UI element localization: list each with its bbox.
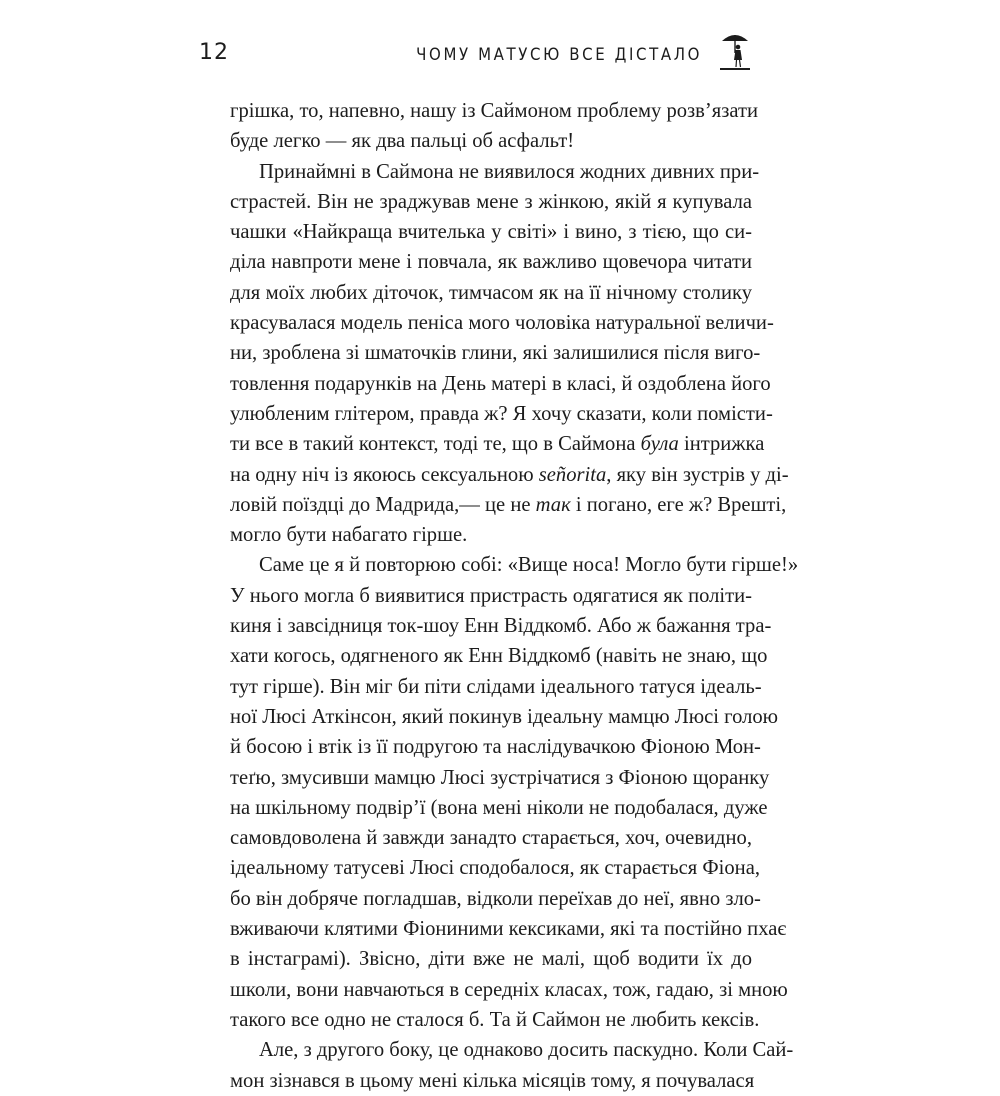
text-line: для моїх любих діточок, тимчасом як на її нічному столику — [230, 281, 752, 304]
text-line: тут гірше). Він міг би піти слідами ідеального татуся ідеаль- — [230, 675, 762, 698]
text-line: теґю, змусивши мамцю Люсі зустрічатися з Фіоною щоранку — [230, 766, 770, 789]
text-line: на шкільному подвір’ї (вона мені ніколи не подобалася, дуже — [230, 796, 768, 819]
text-line: Але, з другого боку, це однаково досить паскудно. Коли Сай- — [259, 1039, 794, 1062]
woman-with-umbrella-icon — [718, 30, 752, 72]
text-line: ідеальному татусеві Люсі сподобалося, як старається Фіона, — [230, 857, 760, 880]
body-text — [230, 96, 799, 1096]
text-line: вживаючи клятими Фіониними кексиками, які та постійно пхає — [230, 918, 787, 941]
text-line: могло бути набагато гірше. — [230, 524, 468, 547]
text-line: такого все одно не сталося б. Та й Саймон не любить кексів. — [230, 1008, 760, 1031]
text-line: хати когось, одягненого як Енн Віддкомб (навіть не знаю, що — [230, 645, 768, 668]
text-line: У нього могла б виявитися пристрасть одягатися як політи- — [230, 584, 752, 607]
text-line: й босою і втік із її подругою та наслідувачкою Фіоною Мон- — [230, 736, 761, 759]
italic-emphasis: так — [535, 493, 571, 516]
text-line: мон зізнався в цьому мені кілька місяців тому, я почувалася — [230, 1069, 755, 1092]
text-line: Принаймні в Саймона не виявилося жодних дивних при- — [259, 160, 760, 183]
text-line: ти все в такий контекст, тоді те, що в Саймона була інтрижка — [230, 433, 765, 456]
text-line: чашки «Найкраща вчителька у світі» і вино, з тією, що си- — [230, 221, 752, 244]
text-line: улюбленим глітером, правда ж? Я хочу сказати, коли помісти- — [230, 402, 773, 425]
text-line: ни, зроблена зі шматочків глини, які залишилися після виго- — [230, 342, 761, 365]
text-line: Саме це я й повторюю собі: «Вище носа! Могло бути гірше!» — [259, 554, 799, 577]
text-line: бо він добряче погладшав, відколи переїхав до неї, явно зло- — [230, 887, 761, 910]
text-line: школи, вони навчаються в середніх класах, тож, гадаю, зі мною — [230, 978, 788, 1001]
text-line: красувалася модель пеніса мого чоловіка натуральної величи- — [230, 312, 774, 335]
italic-emphasis: була — [640, 433, 679, 456]
text-line: діла навпроти мене і повчала, як важливо щовечора читати — [230, 251, 752, 274]
text-line: ної Люсі Аткінсон, який покинув ідеальну мамцю Люсі голою — [230, 705, 779, 728]
text-line: товлення подарунків на День матері в класі, й оздоблена його — [230, 372, 771, 395]
text-line: страстей. Він не зраджував мене з жінкою, якій я купувала — [230, 190, 752, 213]
text-line: на одну ніч із якоюсь сексуальною señorita, яку він зустрів у ді- — [230, 463, 789, 486]
page-number: 12 — [199, 40, 229, 65]
text-line: в інстаграмі). Звісно, діти вже не малі, щоб водити їх до — [230, 948, 752, 971]
running-head: ЧОМУ МАТУСЮ ВСЕ ДІСТАЛО — [416, 44, 702, 65]
text-line: буде легко — як два пальці об асфальт! — [230, 130, 575, 153]
text-line: киня і завсідниця ток-шоу Енн Віддкомб. Або ж бажання тра- — [230, 615, 772, 638]
text-line: грішка, то, напевно, нашу із Саймоном проблему розв’язати — [230, 100, 758, 122]
text-line: самовдоволена й завжди занадто старається, хоч, очевидно, — [230, 827, 752, 850]
text-line: ловій поїздці до Мадрида,— це не так і погано, еге ж? Врешті, — [230, 493, 787, 516]
italic-emphasis: señorita — [538, 463, 607, 486]
